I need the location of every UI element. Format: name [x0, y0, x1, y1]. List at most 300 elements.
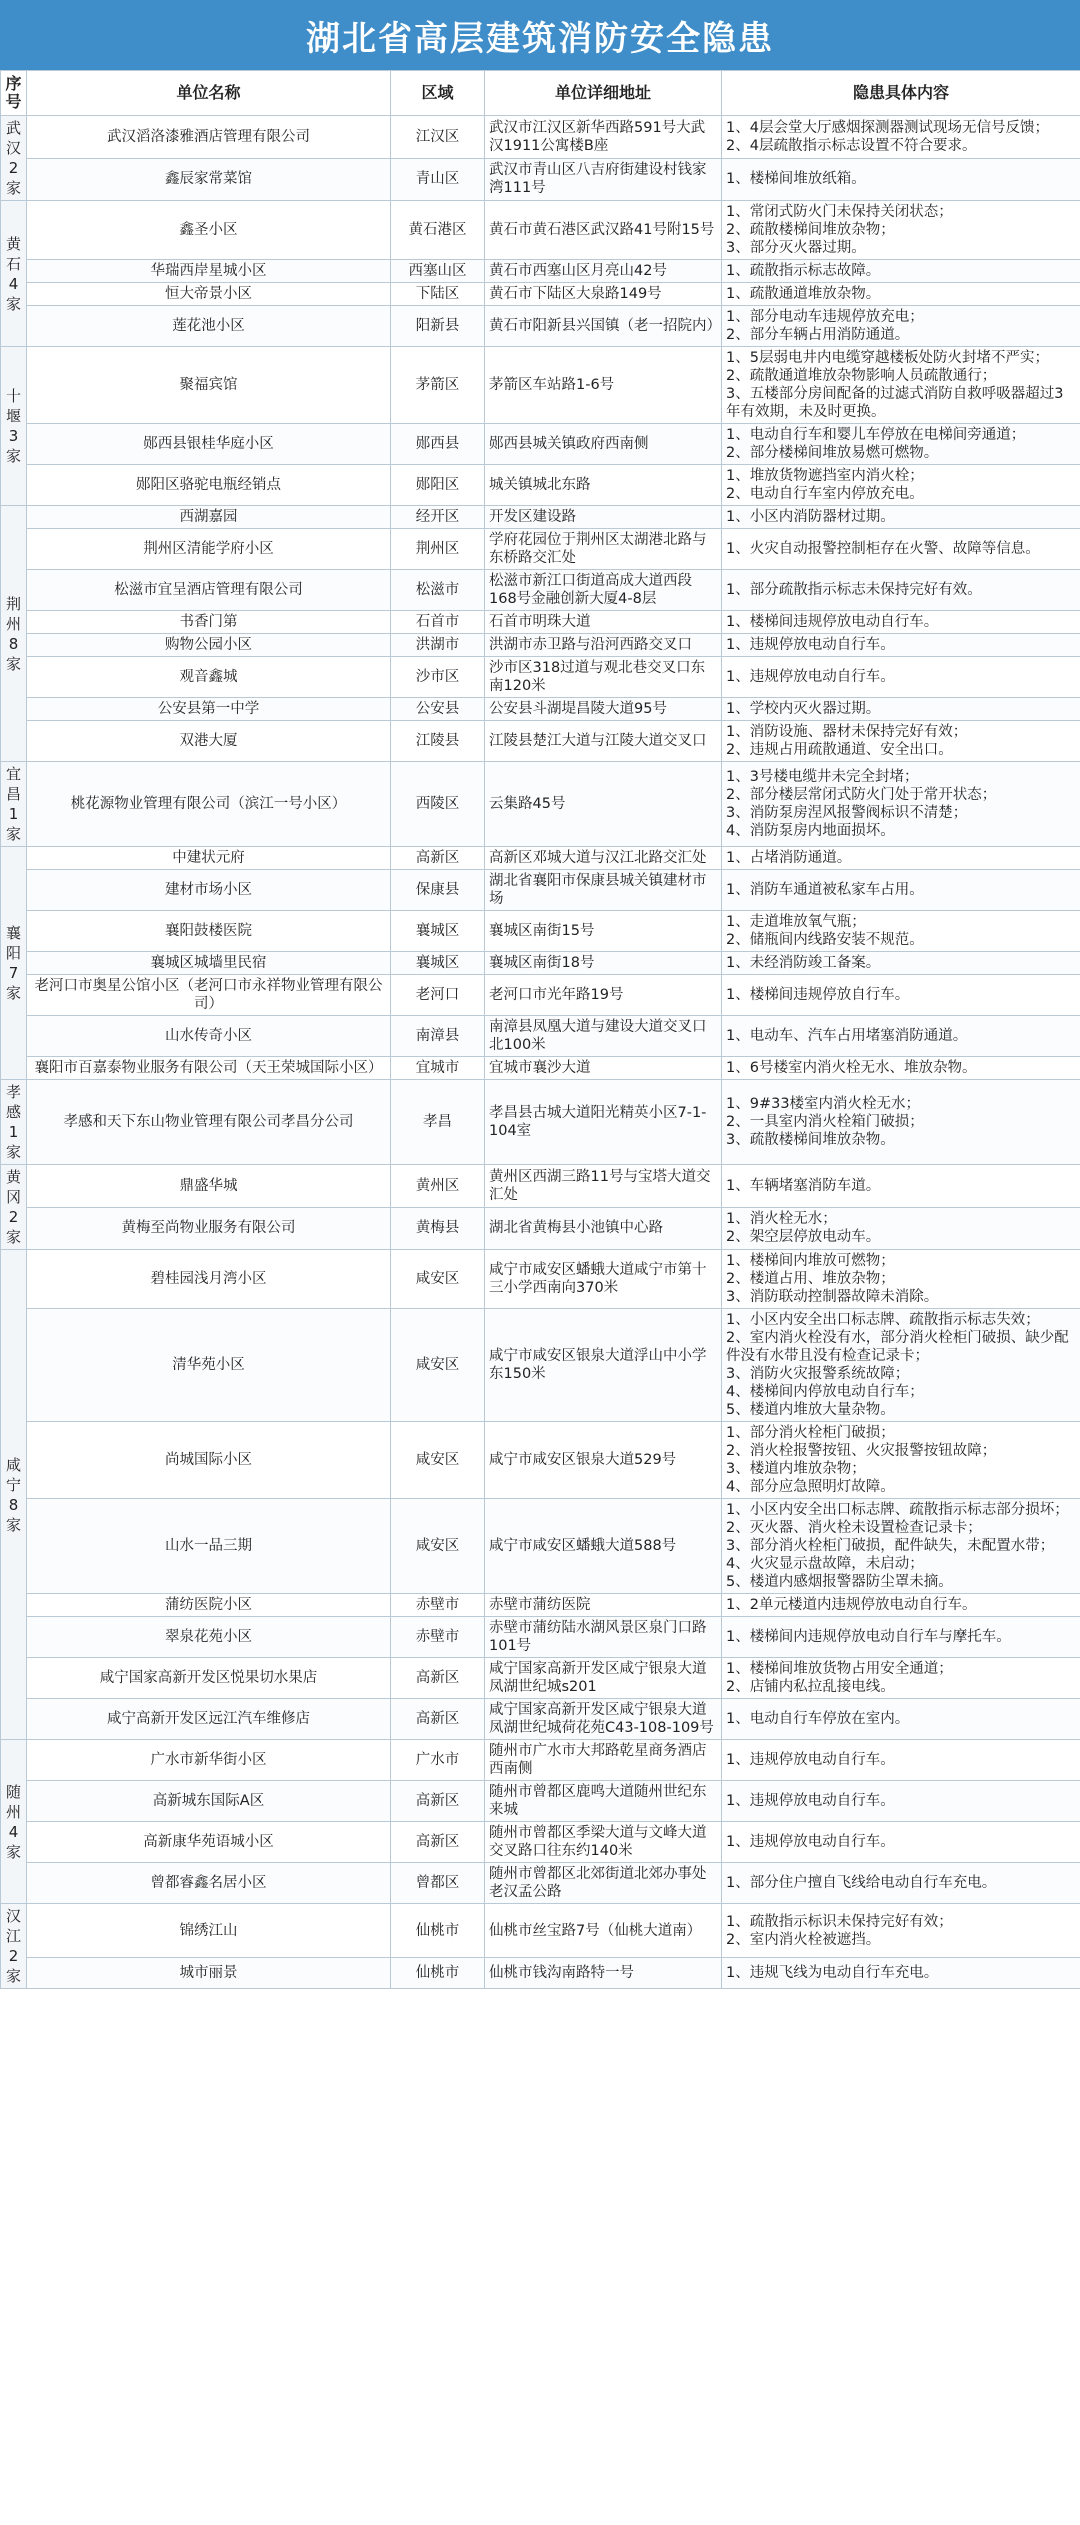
issues-cell [722, 634, 1080, 657]
address-cell: 高新区邓城大道与汉江北路交汇处 [485, 847, 722, 870]
issues-cell [722, 1822, 1080, 1863]
unit-name-cell: 松滋市宜呈酒店管理有限公司 [27, 570, 391, 611]
issue-line: 2、部分楼层常闭式防火门处于常开状态； [726, 787, 997, 803]
issue-line: 1、2单元楼道内违规停放电动自行车。 [726, 1597, 977, 1613]
issue-line: 1、楼梯间违规停放电动自行车。 [726, 614, 939, 630]
table-row [1, 465, 1080, 506]
address-cell: 松滋市新江口街道高成大道西段168号金融创新大厦4-8层 [485, 570, 722, 611]
area-cell: 黄梅县 [391, 1207, 485, 1250]
issue-line: 1、消防设施、器材未保持完好有效； [726, 724, 968, 740]
city-group-label: 随州4家 [5, 1782, 21, 1861]
issues-cell [722, 657, 1080, 698]
issue-line: 3、五楼部分房间配备的过滤式消防自救呼吸器超过3年有效期，未及时更换。 [726, 386, 1064, 420]
issues-cell [722, 952, 1080, 975]
address-cell: 茅箭区车站路1-6号 [485, 347, 722, 424]
address-cell: 赤壁市蒲纺陆水湖风景区泉门口路101号 [485, 1617, 722, 1658]
table-row [1, 201, 1080, 260]
issue-line: 2、疏散楼梯间堆放杂物； [726, 222, 895, 238]
issues-cell [722, 1016, 1080, 1057]
issue-line: 3、部分消火栓柜门破损，配件缺失，未配置水带； [726, 1538, 1055, 1554]
address-cell: 洪湖市赤卫路与沿河西路交叉口 [485, 634, 722, 657]
area-cell: 下陆区 [391, 283, 485, 306]
unit-name-cell: 观音鑫城 [27, 657, 391, 698]
unit-name-cell: 曾都睿鑫名居小区 [27, 1863, 391, 1904]
address-cell: 云集路45号 [485, 762, 722, 847]
issue-line: 2、部分车辆占用消防通道。 [726, 327, 910, 343]
issue-line: 1、疏散通道堆放杂物。 [726, 286, 881, 302]
issues-cell [722, 347, 1080, 424]
area-cell: 老河口 [391, 975, 485, 1016]
area-cell: 保康县 [391, 870, 485, 911]
city-group-cell [1, 1740, 27, 1904]
area-cell: 襄城区 [391, 911, 485, 952]
issue-line: 4、部分应急照明灯故障。 [726, 1479, 895, 1495]
issues-cell [722, 506, 1080, 529]
address-cell: 湖北省黄梅县小池镇中心路 [485, 1207, 722, 1250]
issue-line: 3、消防联动控制器故障未消除。 [726, 1289, 939, 1305]
issue-line: 1、楼梯间内堆放可燃物； [726, 1253, 895, 1269]
issue-line: 5、楼道内感烟报警器防尘罩未摘。 [726, 1574, 953, 1590]
unit-name-cell: 蒲纺医院小区 [27, 1594, 391, 1617]
issues-cell [722, 1499, 1080, 1594]
table-row [1, 1016, 1080, 1057]
city-group-cell [1, 1080, 27, 1165]
area-cell: 咸安区 [391, 1309, 485, 1422]
issue-line: 1、火灾自动报警控制柜存在火警、故障等信息。 [726, 541, 1040, 557]
city-group-cell [1, 762, 27, 847]
city-group-cell [1, 1250, 27, 1740]
table-row [1, 634, 1080, 657]
address-cell: 孝昌县古城大道阳光精英小区7-1-104室 [485, 1080, 722, 1165]
area-cell: 高新区 [391, 847, 485, 870]
city-group-label: 咸宁8家 [5, 1455, 21, 1534]
address-cell: 南漳县凤凰大道与建设大道交叉口北100米 [485, 1016, 722, 1057]
issues-cell [722, 260, 1080, 283]
address-cell: 随州市曾都区季梁大道与文峰大道交叉路口往东约140米 [485, 1822, 722, 1863]
unit-name-cell: 广水市新华街小区 [27, 1740, 391, 1781]
issue-line: 2、灭火器、消火栓未设置检查记录卡； [726, 1520, 982, 1536]
unit-name-cell: 高新城东国际A区 [27, 1781, 391, 1822]
issue-line: 1、小区内消防器材过期。 [726, 509, 895, 525]
unit-name-cell: 山水传奇小区 [27, 1016, 391, 1057]
issue-line: 2、一具室内消火栓箱门破损； [726, 1114, 924, 1130]
city-group-label: 黄石4家 [5, 234, 21, 313]
unit-name-cell: 购物公园小区 [27, 634, 391, 657]
issue-line: 1、部分消火栓柜门破损； [726, 1425, 895, 1441]
address-cell: 开发区建设路 [485, 506, 722, 529]
unit-name-cell: 双港大厦 [27, 721, 391, 762]
area-cell: 仙桃市 [391, 1958, 485, 1989]
table-row [1, 911, 1080, 952]
issues-cell [722, 116, 1080, 159]
table-row [1, 260, 1080, 283]
table-row [1, 424, 1080, 465]
issue-line: 1、未经消防竣工备案。 [726, 955, 881, 971]
table-row [1, 1250, 1080, 1309]
issues-cell [722, 306, 1080, 347]
issues-cell [722, 465, 1080, 506]
issues-cell [722, 424, 1080, 465]
area-cell: 曾都区 [391, 1863, 485, 1904]
unit-name-cell: 恒大帝景小区 [27, 283, 391, 306]
issues-cell [722, 158, 1080, 201]
issue-line: 2、疏散通道堆放杂物影响人员疏散通行； [726, 368, 997, 384]
table-row [1, 1594, 1080, 1617]
table-body [1, 116, 1080, 1989]
table-row [1, 506, 1080, 529]
table-row [1, 570, 1080, 611]
unit-name-cell: 清华苑小区 [27, 1309, 391, 1422]
table-row [1, 283, 1080, 306]
issue-line: 1、疏散指示标志故障。 [726, 263, 881, 279]
table-row [1, 529, 1080, 570]
address-cell: 公安县斗湖堤昌陵大道95号 [485, 698, 722, 721]
issue-line: 1、走道堆放氧气瓶； [726, 914, 866, 930]
address-cell: 黄石市黄石港区武汉路41号附15号 [485, 201, 722, 260]
table-row [1, 1658, 1080, 1699]
address-cell: 咸宁市咸安区蟠蛾大道588号 [485, 1499, 722, 1594]
issues-cell [722, 1250, 1080, 1309]
address-cell: 沙市区318过道与观北巷交叉口东南120米 [485, 657, 722, 698]
address-cell: 咸宁市咸安区蟠蛾大道咸宁市第十三小学西南向370米 [485, 1250, 722, 1309]
area-cell: 阳新县 [391, 306, 485, 347]
unit-name-cell: 书香门第 [27, 611, 391, 634]
area-cell: 高新区 [391, 1781, 485, 1822]
address-cell: 仙桃市丝宝路7号（仙桃大道南） [485, 1904, 722, 1958]
area-cell: 经开区 [391, 506, 485, 529]
issue-line: 2、架空层停放电动车。 [726, 1229, 881, 1246]
unit-name-cell: 西湖嘉园 [27, 506, 391, 529]
unit-name-cell: 荆州区清能学府小区 [27, 529, 391, 570]
unit-name-cell: 公安县第一中学 [27, 698, 391, 721]
area-cell: 赤壁市 [391, 1617, 485, 1658]
city-group-cell [1, 1165, 27, 1250]
address-cell: 石首市明珠大道 [485, 611, 722, 634]
area-cell: 青山区 [391, 158, 485, 201]
unit-name-cell: 襄城区城墙里民宿 [27, 952, 391, 975]
table-row [1, 1165, 1080, 1208]
issue-line: 2、店铺内私拉乱接电线。 [726, 1679, 895, 1695]
issue-line: 4、火灾显示盘故障，未启动； [726, 1556, 924, 1572]
issues-cell [722, 698, 1080, 721]
address-cell: 仙桃市钱沟南路特一号 [485, 1958, 722, 1989]
issue-line: 1、楼梯间堆放货物占用安全通道； [726, 1661, 953, 1677]
table-row [1, 1207, 1080, 1250]
address-cell: 咸宁国家高新开发区咸宁银泉大道凤湖世纪城s201 [485, 1658, 722, 1699]
issue-line: 1、疏散指示标识未保持完好有效； [726, 1913, 953, 1930]
address-cell: 随州市曾都区鹿鸣大道随州世纪东来城 [485, 1781, 722, 1822]
table-row [1, 870, 1080, 911]
issue-line: 1、电动车、汽车占用堵塞消防通道。 [726, 1028, 968, 1044]
city-group-label: 武汉2家 [5, 119, 21, 197]
address-cell: 咸宁国家高新开发区咸宁银泉大道凤湖世纪城荷花苑C43-108-109号 [485, 1699, 722, 1740]
issue-line: 2、电动自行车室内停放充电。 [726, 486, 924, 502]
area-cell: 江陵县 [391, 721, 485, 762]
issue-line: 2、室内消火栓被遮挡。 [726, 1931, 881, 1948]
issue-line: 1、4层会堂大厅感烟探测器测试现场无信号反馈； [726, 119, 1049, 136]
area-cell: 西陵区 [391, 762, 485, 847]
area-cell: 仙桃市 [391, 1904, 485, 1958]
issue-line: 2、楼道占用、堆放杂物； [726, 1271, 895, 1287]
address-cell: 宜城市襄沙大道 [485, 1057, 722, 1080]
table-row [1, 698, 1080, 721]
issues-cell [722, 201, 1080, 260]
city-group-label: 襄阳7家 [5, 924, 21, 1002]
area-cell: 孝昌 [391, 1080, 485, 1165]
issues-cell [722, 611, 1080, 634]
table-row [1, 611, 1080, 634]
issue-line: 1、楼梯间堆放纸箱。 [726, 171, 866, 188]
issues-cell [722, 1658, 1080, 1699]
table-row [1, 721, 1080, 762]
issues-cell [722, 1863, 1080, 1904]
issues-cell [722, 1057, 1080, 1080]
table-row [1, 975, 1080, 1016]
area-cell: 咸安区 [391, 1422, 485, 1499]
issue-line: 1、电动自行车停放在室内。 [726, 1711, 910, 1727]
issue-line: 1、5层弱电井内电缆穿越楼板处防火封堵不严实； [726, 350, 1049, 366]
address-cell: 咸宁市咸安区银泉大道529号 [485, 1422, 722, 1499]
issue-line: 1、违规停放电动自行车。 [726, 1793, 895, 1809]
area-cell: 高新区 [391, 1658, 485, 1699]
header-seq: 序号 [1, 71, 27, 116]
issue-line: 1、消火栓无水； [726, 1211, 837, 1228]
page-title: 湖北省高层建筑消防安全隐患 [0, 0, 1080, 70]
issue-line: 1、常闭式防火门未保持关闭状态； [726, 204, 953, 220]
issues-cell [722, 721, 1080, 762]
table-row [1, 657, 1080, 698]
address-cell: 黄州区西湖三路11号与宝塔大道交汇处 [485, 1165, 722, 1208]
issue-line: 3、消防泵房涅风报警阀标识不清楚； [726, 805, 968, 821]
issues-cell [722, 1309, 1080, 1422]
issues-cell [722, 870, 1080, 911]
unit-name-cell: 孝感和天下东山物业管理有限公司孝昌分公司 [27, 1080, 391, 1165]
address-cell: 学府花园位于荆州区太湖港北路与东桥路交汇处 [485, 529, 722, 570]
issues-cell [722, 1080, 1080, 1165]
area-cell: 郧西县 [391, 424, 485, 465]
area-cell: 高新区 [391, 1822, 485, 1863]
issue-line: 1、电动自行车和婴儿车停放在电梯间旁通道； [726, 427, 1026, 443]
unit-name-cell: 尚城国际小区 [27, 1422, 391, 1499]
issues-cell [722, 283, 1080, 306]
area-cell: 西塞山区 [391, 260, 485, 283]
area-cell: 公安县 [391, 698, 485, 721]
area-cell: 松滋市 [391, 570, 485, 611]
issues-cell [722, 1207, 1080, 1250]
issues-cell [722, 1958, 1080, 1989]
city-group-label: 十堰3家 [5, 387, 21, 465]
unit-name-cell: 城市丽景 [27, 1958, 391, 1989]
issues-cell [722, 529, 1080, 570]
unit-name-cell: 郧阳区骆驼电瓶经销点 [27, 465, 391, 506]
city-group-cell [1, 847, 27, 1080]
address-cell: 黄石市西塞山区月亮山42号 [485, 260, 722, 283]
area-cell: 荆州区 [391, 529, 485, 570]
issues-cell [722, 1594, 1080, 1617]
area-cell: 茅箭区 [391, 347, 485, 424]
area-cell: 咸安区 [391, 1250, 485, 1309]
table-row [1, 1699, 1080, 1740]
area-cell: 广水市 [391, 1740, 485, 1781]
issue-line: 1、部分疏散指示标志未保持完好有效。 [726, 582, 982, 598]
area-cell: 黄石港区 [391, 201, 485, 260]
issue-line: 1、部分住户擅自飞线给电动自行车充电。 [726, 1875, 997, 1891]
unit-name-cell: 鑫辰家常菜馆 [27, 158, 391, 201]
area-cell: 南漳县 [391, 1016, 485, 1057]
address-cell: 湖北省襄阳市保康县城关镇建材市场 [485, 870, 722, 911]
area-cell: 黄州区 [391, 1165, 485, 1208]
issue-line: 1、堆放货物遮挡室内消火栓； [726, 468, 924, 484]
issue-line: 1、楼梯间内违规停放电动自行车与摩托车。 [726, 1629, 1011, 1645]
address-cell: 江陵县楚江大道与江陵大道交叉口 [485, 721, 722, 762]
issue-line: 1、违规停放电动自行车。 [726, 1834, 895, 1850]
table-row [1, 847, 1080, 870]
issues-cell [722, 570, 1080, 611]
city-group-cell [1, 347, 27, 506]
header-area: 区域 [391, 71, 485, 116]
table-row [1, 1781, 1080, 1822]
unit-name-cell: 高新康华苑语城小区 [27, 1822, 391, 1863]
table-row [1, 306, 1080, 347]
issue-line: 2、违规占用疏散通道、安全出口。 [726, 742, 953, 758]
table-row [1, 762, 1080, 847]
area-cell: 高新区 [391, 1699, 485, 1740]
table-row [1, 1740, 1080, 1781]
address-cell: 随州市曾都区北郊街道北郊办事处老汉孟公路 [485, 1863, 722, 1904]
address-cell: 随州市广水市大邦路乾星商务酒店西南侧 [485, 1740, 722, 1781]
area-cell: 咸安区 [391, 1499, 485, 1594]
unit-name-cell: 锦绣江山 [27, 1904, 391, 1958]
unit-name-cell: 武汉滔洛漆雅酒店管理有限公司 [27, 116, 391, 159]
table-row [1, 1309, 1080, 1422]
hazard-table [0, 70, 1080, 1989]
table-header-row [1, 71, 1080, 116]
header-issues: 隐患具体内容 [722, 71, 1080, 116]
table-row [1, 116, 1080, 159]
area-cell: 沙市区 [391, 657, 485, 698]
issue-line: 1、小区内安全出口标志牌、疏散指示标志部分损坏； [726, 1502, 1069, 1518]
address-cell: 城关镇城北东路 [485, 465, 722, 506]
address-cell: 老河口市光年路19号 [485, 975, 722, 1016]
issue-line: 1、6号楼室内消火栓无水、堆放杂物。 [726, 1060, 977, 1076]
area-cell: 石首市 [391, 611, 485, 634]
issue-line: 1、违规飞线为电动自行车充电。 [726, 1965, 939, 1982]
table-row [1, 158, 1080, 201]
unit-name-cell: 襄阳市百嘉泰物业服务有限公司（天王荣城国际小区） [27, 1057, 391, 1080]
address-cell: 郧西县城关镇政府西南侧 [485, 424, 722, 465]
issues-cell [722, 1740, 1080, 1781]
unit-name-cell: 莲花池小区 [27, 306, 391, 347]
unit-name-cell: 华瑞西岸星城小区 [27, 260, 391, 283]
area-cell: 赤壁市 [391, 1594, 485, 1617]
issue-line: 4、消防泵房内地面损坏。 [726, 823, 895, 839]
table-row [1, 1904, 1080, 1958]
issue-line: 1、部分电动车违规停放充电； [726, 309, 924, 325]
city-group-label: 荆州8家 [5, 594, 21, 673]
unit-name-cell: 碧桂园浅月湾小区 [27, 1250, 391, 1309]
unit-name-cell: 咸宁高新开发区远江汽车维修店 [27, 1699, 391, 1740]
area-cell: 宜城市 [391, 1057, 485, 1080]
table-row [1, 1499, 1080, 1594]
unit-name-cell: 黄梅至尚物业服务有限公司 [27, 1207, 391, 1250]
issues-cell [722, 1781, 1080, 1822]
issue-line: 1、占堵消防通道。 [726, 850, 852, 866]
issue-line: 1、车辆堵塞消防车道。 [726, 1177, 881, 1194]
unit-name-cell: 建材市场小区 [27, 870, 391, 911]
table-row [1, 1958, 1080, 1989]
table-row [1, 1057, 1080, 1080]
table-row [1, 1422, 1080, 1499]
header-unit: 单位名称 [27, 71, 391, 116]
issue-line: 4、楼梯间内停放电动自行车； [726, 1384, 924, 1400]
issue-line: 2、4层疏散指示标志设置不符合要求。 [726, 137, 977, 154]
issue-line: 2、储瓶间内线路安装不规范。 [726, 932, 924, 948]
unit-name-cell: 鑫圣小区 [27, 201, 391, 260]
issue-line: 1、学校内灭火器过期。 [726, 701, 881, 717]
unit-name-cell: 中建状元府 [27, 847, 391, 870]
unit-name-cell: 翠泉花苑小区 [27, 1617, 391, 1658]
issue-line: 1、3号楼电缆井未完全封堵； [726, 769, 919, 785]
issues-cell [722, 1422, 1080, 1499]
area-cell: 江汉区 [391, 116, 485, 159]
issues-cell [722, 975, 1080, 1016]
issues-cell [722, 847, 1080, 870]
issue-line: 1、小区内安全出口标志牌、疏散指示标志失效； [726, 1312, 1040, 1328]
city-group-cell [1, 1904, 27, 1989]
address-cell: 咸宁市咸安区银泉大道浮山中小学东150米 [485, 1309, 722, 1422]
issue-line: 1、违规停放电动自行车。 [726, 1752, 895, 1768]
issues-cell [722, 1699, 1080, 1740]
unit-name-cell: 老河口市奥星公馆小区（老河口市永祥物业管理有限公司） [27, 975, 391, 1016]
table-row [1, 952, 1080, 975]
issue-line: 1、消防车通道被私家车占用。 [726, 882, 924, 898]
address-cell: 黄石市阳新县兴国镇（老一招院内） [485, 306, 722, 347]
table-row [1, 1863, 1080, 1904]
address-cell: 武汉市青山区八吉府街建设村钱家湾111号 [485, 158, 722, 201]
header-address: 单位详细地址 [485, 71, 722, 116]
issue-line: 1、违规停放电动自行车。 [726, 637, 895, 653]
city-group-cell [1, 201, 27, 347]
unit-name-cell: 山水一品三期 [27, 1499, 391, 1594]
city-group-label: 汉江2家 [5, 1907, 21, 1985]
area-cell: 郧阳区 [391, 465, 485, 506]
unit-name-cell: 聚福宾馆 [27, 347, 391, 424]
issue-line: 5、楼道内堆放大量杂物。 [726, 1402, 895, 1418]
unit-name-cell: 咸宁国家高新开发区悦果切水果店 [27, 1658, 391, 1699]
issues-cell [722, 1165, 1080, 1208]
table-row [1, 347, 1080, 424]
unit-name-cell: 鼎盛华城 [27, 1165, 391, 1208]
address-cell: 襄城区南街18号 [485, 952, 722, 975]
issues-cell [722, 1617, 1080, 1658]
city-group-cell [1, 116, 27, 201]
table-row [1, 1617, 1080, 1658]
unit-name-cell: 郧西县银桂华庭小区 [27, 424, 391, 465]
city-group-label: 黄冈2家 [5, 1168, 21, 1246]
unit-name-cell: 桃花源物业管理有限公司（滨江一号小区） [27, 762, 391, 847]
issue-line: 3、楼道内堆放杂物； [726, 1461, 866, 1477]
city-group-cell [1, 506, 27, 762]
issue-line: 3、疏散楼梯间堆放杂物。 [726, 1132, 895, 1148]
issues-cell [722, 1904, 1080, 1958]
area-cell: 洪湖市 [391, 634, 485, 657]
unit-name-cell: 襄阳鼓楼医院 [27, 911, 391, 952]
address-cell: 襄城区南街15号 [485, 911, 722, 952]
city-group-label: 宜昌1家 [5, 765, 21, 843]
issue-line: 1、9#33楼室内消火栓无水； [726, 1096, 921, 1112]
issue-line: 3、部分灭火器过期。 [726, 240, 866, 256]
issue-line: 2、室内消火栓没有水，部分消火栓柜门破损、缺少配件没有水带且没有检查记录卡； [726, 1330, 1069, 1364]
